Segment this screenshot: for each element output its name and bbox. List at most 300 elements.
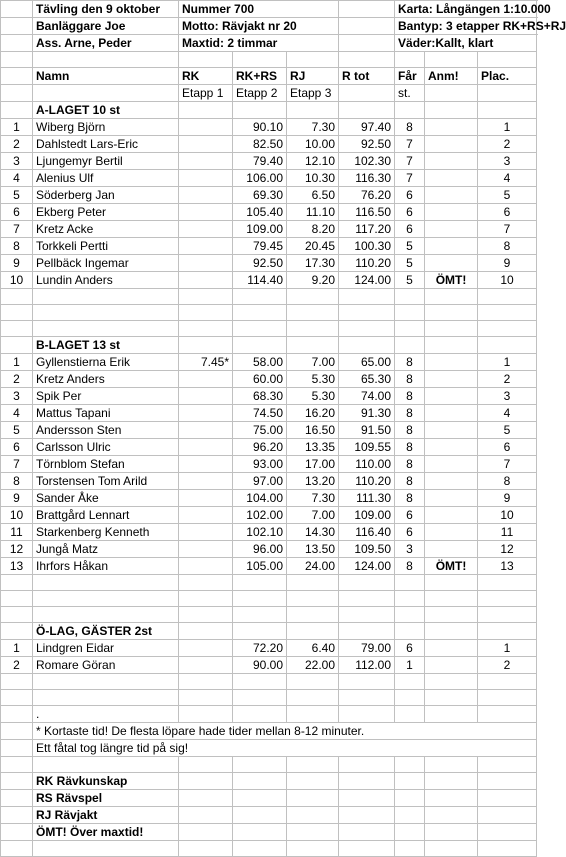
col-etapp2-label[interactable]: Etapp 2 (233, 85, 287, 102)
empty-cell[interactable] (425, 575, 478, 591)
rtot-time[interactable]: 79.00 (339, 640, 395, 657)
rtot-time[interactable]: 97.40 (339, 119, 395, 136)
runner-name[interactable]: Torstensen Tom Arild (33, 473, 179, 490)
empty-cell[interactable] (179, 623, 233, 640)
foxes-found[interactable]: 6 (395, 507, 425, 524)
rtot-time[interactable]: 76.20 (339, 187, 395, 204)
rkrs-time[interactable]: 106.00 (233, 170, 287, 187)
empty-cell[interactable] (339, 607, 395, 623)
rj-time[interactable]: 7.00 (287, 507, 339, 524)
rj-time[interactable]: 6.40 (287, 640, 339, 657)
empty-cell[interactable] (233, 674, 287, 690)
remark[interactable] (425, 657, 478, 674)
remark[interactable] (425, 456, 478, 473)
rkrs-time[interactable]: 93.00 (233, 456, 287, 473)
empty-cell[interactable] (339, 575, 395, 591)
remark[interactable] (425, 473, 478, 490)
header-assistants[interactable]: Ass. Arne, Peder (33, 35, 179, 52)
empty-cell[interactable] (1, 690, 33, 706)
rk-time[interactable] (179, 473, 233, 490)
empty-cell[interactable] (179, 337, 233, 354)
row-number[interactable]: 1 (1, 354, 33, 371)
empty-cell[interactable] (287, 773, 339, 790)
remark[interactable] (425, 524, 478, 541)
empty-cell[interactable] (478, 623, 537, 640)
empty-cell[interactable] (339, 305, 395, 321)
empty-cell[interactable] (287, 824, 339, 841)
empty-cell[interactable] (233, 841, 287, 857)
rj-time[interactable]: 14.30 (287, 524, 339, 541)
empty-cell[interactable] (395, 591, 425, 607)
rkrs-time[interactable]: 82.50 (233, 136, 287, 153)
rtot-time[interactable]: 74.00 (339, 388, 395, 405)
runner-name[interactable]: Lundin Anders (33, 272, 179, 289)
col-anm-header[interactable]: Anm! (425, 68, 478, 85)
empty-cell[interactable] (478, 824, 537, 841)
row-number[interactable]: 9 (1, 490, 33, 507)
col-far-header[interactable]: Får (395, 68, 425, 85)
foxes-found[interactable]: 7 (395, 170, 425, 187)
empty-cell[interactable] (339, 773, 395, 790)
placement[interactable]: 4 (478, 405, 537, 422)
empty-cell[interactable] (179, 575, 233, 591)
empty-cell[interactable] (33, 321, 179, 337)
remark[interactable]: ÖMT! (425, 272, 478, 289)
rtot-time[interactable]: 65.30 (339, 371, 395, 388)
empty-cell[interactable] (395, 790, 425, 807)
remark[interactable] (425, 422, 478, 439)
rj-time[interactable]: 10.00 (287, 136, 339, 153)
row-number[interactable]: 4 (1, 170, 33, 187)
empty-cell[interactable] (478, 289, 537, 305)
foxes-found[interactable]: 8 (395, 422, 425, 439)
empty-cell[interactable] (179, 706, 233, 723)
empty-cell[interactable] (395, 807, 425, 824)
empty-cell[interactable] (395, 337, 425, 354)
empty-cell[interactable] (179, 757, 233, 773)
rj-time[interactable]: 20.45 (287, 238, 339, 255)
remark[interactable] (425, 221, 478, 238)
empty-cell[interactable] (395, 102, 425, 119)
empty-cell[interactable] (425, 773, 478, 790)
rkrs-time[interactable]: 97.00 (233, 473, 287, 490)
placement[interactable]: 7 (478, 221, 537, 238)
runner-name[interactable]: Dahlstedt Lars-Eric (33, 136, 179, 153)
empty-cell[interactable] (233, 52, 287, 68)
empty-cell[interactable] (339, 841, 395, 857)
rj-time[interactable]: 24.00 (287, 558, 339, 575)
empty-cell[interactable] (1, 52, 33, 68)
empty-cell[interactable] (425, 706, 478, 723)
empty-cell[interactable] (339, 321, 395, 337)
empty-cell[interactable] (425, 289, 478, 305)
rk-time[interactable] (179, 541, 233, 558)
empty-cell[interactable] (1, 102, 33, 119)
remark[interactable] (425, 153, 478, 170)
rk-time[interactable] (179, 272, 233, 289)
row-number[interactable]: 3 (1, 388, 33, 405)
empty-cell[interactable] (1, 68, 33, 85)
empty-cell[interactable] (287, 575, 339, 591)
placement[interactable]: 1 (478, 354, 537, 371)
header-map[interactable]: Karta: Långängen 1:10.000 (395, 1, 537, 18)
rkrs-time[interactable]: 102.00 (233, 507, 287, 524)
rkrs-time[interactable]: 104.00 (233, 490, 287, 507)
foxes-found[interactable]: 8 (395, 388, 425, 405)
remark[interactable] (425, 541, 478, 558)
empty-cell[interactable] (425, 591, 478, 607)
foxes-found[interactable]: 6 (395, 221, 425, 238)
empty-cell[interactable] (287, 289, 339, 305)
empty-cell[interactable] (339, 35, 395, 52)
empty-cell[interactable] (287, 690, 339, 706)
rtot-time[interactable]: 65.00 (339, 354, 395, 371)
placement[interactable]: 7 (478, 456, 537, 473)
empty-cell[interactable] (287, 706, 339, 723)
runner-name[interactable]: Jungå Matz (33, 541, 179, 558)
rtot-time[interactable]: 109.50 (339, 541, 395, 558)
placement[interactable]: 5 (478, 422, 537, 439)
rk-time[interactable] (179, 119, 233, 136)
foxes-found[interactable]: 6 (395, 640, 425, 657)
empty-cell[interactable] (233, 623, 287, 640)
empty-cell[interactable] (287, 591, 339, 607)
rtot-time[interactable]: 110.20 (339, 255, 395, 272)
header-number[interactable]: Nummer 700 (179, 1, 339, 18)
empty-cell[interactable] (425, 305, 478, 321)
empty-cell[interactable] (339, 623, 395, 640)
placement[interactable]: 3 (478, 388, 537, 405)
empty-cell[interactable] (339, 807, 395, 824)
empty-cell[interactable] (1, 85, 33, 102)
team-title[interactable]: B-LAGET 13 st (33, 337, 179, 354)
rj-time[interactable]: 13.35 (287, 439, 339, 456)
remark[interactable] (425, 507, 478, 524)
header-motto[interactable]: Motto: Rävjakt nr 20 (179, 18, 339, 35)
empty-cell[interactable] (233, 321, 287, 337)
runner-name[interactable]: Ihrfors Håkan (33, 558, 179, 575)
empty-cell[interactable] (1, 807, 33, 824)
rtot-time[interactable]: 110.20 (339, 473, 395, 490)
rtot-time[interactable]: 91.50 (339, 422, 395, 439)
empty-cell[interactable] (395, 757, 425, 773)
rk-time[interactable] (179, 422, 233, 439)
rkrs-time[interactable]: 74.50 (233, 405, 287, 422)
empty-cell[interactable] (339, 790, 395, 807)
rtot-time[interactable]: 109.00 (339, 507, 395, 524)
rkrs-time[interactable]: 114.40 (233, 272, 287, 289)
empty-cell[interactable] (425, 790, 478, 807)
rkrs-time[interactable]: 79.45 (233, 238, 287, 255)
empty-cell[interactable] (179, 841, 233, 857)
rj-time[interactable]: 22.00 (287, 657, 339, 674)
runner-name[interactable]: Spik Per (33, 388, 179, 405)
empty-cell[interactable] (339, 674, 395, 690)
rk-time[interactable] (179, 657, 233, 674)
header-weather[interactable]: Väder:Kallt, klart (395, 35, 537, 52)
empty-cell[interactable] (425, 824, 478, 841)
col-rtot-header[interactable]: R tot (339, 68, 395, 85)
col-rk-header[interactable]: RK (179, 68, 233, 85)
rk-time[interactable] (179, 405, 233, 422)
empty-cell[interactable] (287, 790, 339, 807)
empty-cell[interactable] (478, 706, 537, 723)
placement[interactable]: 13 (478, 558, 537, 575)
empty-cell[interactable] (33, 289, 179, 305)
header-title[interactable]: Tävling den 9 oktober (33, 1, 179, 18)
empty-cell[interactable] (478, 757, 537, 773)
runner-name[interactable]: Kretz Anders (33, 371, 179, 388)
empty-cell[interactable] (287, 807, 339, 824)
empty-cell[interactable] (395, 52, 425, 68)
rk-time[interactable]: 7.45* (179, 354, 233, 371)
remark[interactable] (425, 204, 478, 221)
empty-cell[interactable] (339, 690, 395, 706)
empty-cell[interactable] (425, 841, 478, 857)
runner-name[interactable]: Söderberg Jan (33, 187, 179, 204)
empty-cell[interactable] (179, 102, 233, 119)
remark[interactable] (425, 255, 478, 272)
empty-cell[interactable] (478, 591, 537, 607)
row-number[interactable]: 3 (1, 153, 33, 170)
foxes-found[interactable]: 7 (395, 136, 425, 153)
placement[interactable]: 9 (478, 490, 537, 507)
empty-cell[interactable] (1, 591, 33, 607)
row-number[interactable]: 5 (1, 187, 33, 204)
foxes-found[interactable]: 6 (395, 187, 425, 204)
rk-time[interactable] (179, 439, 233, 456)
empty-cell[interactable] (339, 18, 395, 35)
rkrs-time[interactable]: 105.40 (233, 204, 287, 221)
empty-cell[interactable] (339, 824, 395, 841)
runner-name[interactable]: Lindgren Eidar (33, 640, 179, 657)
foxes-found[interactable]: 6 (395, 524, 425, 541)
rj-time[interactable]: 11.10 (287, 204, 339, 221)
placement[interactable]: 11 (478, 524, 537, 541)
empty-cell[interactable] (287, 102, 339, 119)
empty-cell[interactable] (395, 305, 425, 321)
empty-cell[interactable] (233, 690, 287, 706)
col-st-label[interactable]: st. (395, 85, 425, 102)
empty-cell[interactable] (395, 706, 425, 723)
empty-cell[interactable] (478, 52, 537, 68)
foxes-found[interactable]: 5 (395, 238, 425, 255)
empty-cell[interactable] (233, 591, 287, 607)
empty-cell[interactable] (233, 289, 287, 305)
empty-cell[interactable] (1, 824, 33, 841)
empty-cell[interactable] (395, 841, 425, 857)
col-plac-header[interactable]: Plac. (478, 68, 537, 85)
rk-time[interactable] (179, 640, 233, 657)
remark[interactable] (425, 136, 478, 153)
runner-name[interactable]: Romare Göran (33, 657, 179, 674)
rj-time[interactable]: 5.30 (287, 371, 339, 388)
foxes-found[interactable]: 8 (395, 405, 425, 422)
rj-time[interactable]: 13.20 (287, 473, 339, 490)
row-number[interactable]: 2 (1, 371, 33, 388)
rtot-time[interactable]: 116.50 (339, 204, 395, 221)
row-number[interactable]: 2 (1, 136, 33, 153)
rtot-time[interactable]: 109.55 (339, 439, 395, 456)
runner-name[interactable]: Törnblom Stefan (33, 456, 179, 473)
empty-cell[interactable] (425, 52, 478, 68)
foxes-found[interactable]: 8 (395, 456, 425, 473)
row-number[interactable]: 9 (1, 255, 33, 272)
empty-cell[interactable] (425, 807, 478, 824)
empty-cell[interactable] (339, 706, 395, 723)
runner-name[interactable]: Andersson Sten (33, 422, 179, 439)
empty-cell[interactable] (425, 85, 478, 102)
empty-cell[interactable] (1, 321, 33, 337)
empty-cell[interactable] (287, 337, 339, 354)
remark[interactable] (425, 388, 478, 405)
empty-cell[interactable] (33, 690, 179, 706)
placement[interactable]: 4 (478, 170, 537, 187)
row-number[interactable]: 10 (1, 507, 33, 524)
rj-time[interactable]: 5.30 (287, 388, 339, 405)
empty-cell[interactable] (1, 723, 33, 740)
legend-rs[interactable]: RS Rävspel (33, 790, 179, 807)
row-number[interactable]: 6 (1, 439, 33, 456)
empty-cell[interactable] (425, 337, 478, 354)
col-rkrs-header[interactable]: RK+RS (233, 68, 287, 85)
rk-time[interactable] (179, 371, 233, 388)
empty-cell[interactable] (425, 321, 478, 337)
empty-cell[interactable] (33, 607, 179, 623)
empty-cell[interactable] (1, 790, 33, 807)
rkrs-time[interactable]: 72.20 (233, 640, 287, 657)
empty-cell[interactable] (395, 321, 425, 337)
empty-cell[interactable] (233, 337, 287, 354)
rk-time[interactable] (179, 255, 233, 272)
empty-cell[interactable] (287, 841, 339, 857)
empty-cell[interactable] (425, 607, 478, 623)
empty-cell[interactable] (395, 623, 425, 640)
empty-cell[interactable] (395, 690, 425, 706)
remark[interactable] (425, 119, 478, 136)
remark[interactable] (425, 238, 478, 255)
empty-cell[interactable] (478, 807, 537, 824)
empty-cell[interactable] (339, 1, 395, 18)
empty-cell[interactable] (478, 337, 537, 354)
empty-cell[interactable] (339, 591, 395, 607)
rj-time[interactable]: 17.30 (287, 255, 339, 272)
empty-cell[interactable] (233, 102, 287, 119)
empty-cell[interactable] (233, 575, 287, 591)
placement[interactable]: 6 (478, 204, 537, 221)
empty-cell[interactable] (233, 706, 287, 723)
empty-cell[interactable] (339, 85, 395, 102)
empty-cell[interactable] (33, 85, 179, 102)
rj-time[interactable]: 9.20 (287, 272, 339, 289)
placement[interactable]: 8 (478, 473, 537, 490)
empty-cell[interactable] (478, 321, 537, 337)
header-course-type[interactable]: Bantyp: 3 etapper RK+RS+RJ (395, 18, 537, 35)
rk-time[interactable] (179, 136, 233, 153)
placement[interactable]: 3 (478, 153, 537, 170)
empty-cell[interactable] (395, 824, 425, 841)
empty-cell[interactable] (395, 575, 425, 591)
placement[interactable]: 6 (478, 439, 537, 456)
placement[interactable]: 5 (478, 187, 537, 204)
row-number[interactable]: 8 (1, 473, 33, 490)
empty-cell[interactable] (233, 790, 287, 807)
rk-time[interactable] (179, 238, 233, 255)
runner-name[interactable]: Gyllenstierna Erik (33, 354, 179, 371)
rtot-time[interactable]: 91.30 (339, 405, 395, 422)
placement[interactable]: 1 (478, 119, 537, 136)
remark[interactable] (425, 490, 478, 507)
empty-cell[interactable] (395, 674, 425, 690)
rkrs-time[interactable]: 90.00 (233, 657, 287, 674)
empty-cell[interactable] (1, 757, 33, 773)
empty-cell[interactable] (1, 841, 33, 857)
rtot-time[interactable]: 116.40 (339, 524, 395, 541)
empty-cell[interactable] (1, 18, 33, 35)
legend-rk[interactable]: RK Rävkunskap (33, 773, 179, 790)
rj-time[interactable]: 7.30 (287, 119, 339, 136)
empty-cell[interactable] (287, 305, 339, 321)
empty-cell[interactable] (179, 824, 233, 841)
empty-cell[interactable] (395, 289, 425, 305)
rj-time[interactable]: 7.30 (287, 490, 339, 507)
empty-cell[interactable] (1, 607, 33, 623)
empty-cell[interactable] (179, 690, 233, 706)
empty-cell[interactable] (1, 575, 33, 591)
remark[interactable] (425, 405, 478, 422)
empty-cell[interactable] (33, 575, 179, 591)
rtot-time[interactable]: 124.00 (339, 558, 395, 575)
foxes-found[interactable]: 8 (395, 119, 425, 136)
empty-cell[interactable] (1, 35, 33, 52)
note-dot[interactable]: . (33, 706, 179, 723)
empty-cell[interactable] (287, 623, 339, 640)
empty-cell[interactable] (33, 52, 179, 68)
placement[interactable]: 1 (478, 640, 537, 657)
empty-cell[interactable] (478, 85, 537, 102)
remark[interactable]: ÖMT! (425, 558, 478, 575)
placement[interactable]: 10 (478, 272, 537, 289)
row-number[interactable]: 11 (1, 524, 33, 541)
row-number[interactable]: 13 (1, 558, 33, 575)
runner-name[interactable]: Carlsson Ulric (33, 439, 179, 456)
empty-cell[interactable] (339, 52, 395, 68)
empty-cell[interactable] (179, 591, 233, 607)
remark[interactable] (425, 439, 478, 456)
rtot-time[interactable]: 100.30 (339, 238, 395, 255)
empty-cell[interactable] (1, 706, 33, 723)
runner-name[interactable]: Brattgård Lennart (33, 507, 179, 524)
rj-time[interactable]: 6.50 (287, 187, 339, 204)
remark[interactable] (425, 170, 478, 187)
rkrs-time[interactable]: 96.00 (233, 541, 287, 558)
foxes-found[interactable]: 7 (395, 153, 425, 170)
rj-time[interactable]: 16.50 (287, 422, 339, 439)
runner-name[interactable]: Wiberg Björn (33, 119, 179, 136)
empty-cell[interactable] (233, 757, 287, 773)
empty-cell[interactable] (339, 102, 395, 119)
row-number[interactable]: 7 (1, 456, 33, 473)
placement[interactable]: 9 (478, 255, 537, 272)
empty-cell[interactable] (339, 757, 395, 773)
rtot-time[interactable]: 111.30 (339, 490, 395, 507)
empty-cell[interactable] (233, 824, 287, 841)
rtot-time[interactable]: 110.00 (339, 456, 395, 473)
rk-time[interactable] (179, 187, 233, 204)
empty-cell[interactable] (287, 757, 339, 773)
rk-time[interactable] (179, 204, 233, 221)
rkrs-time[interactable]: 69.30 (233, 187, 287, 204)
